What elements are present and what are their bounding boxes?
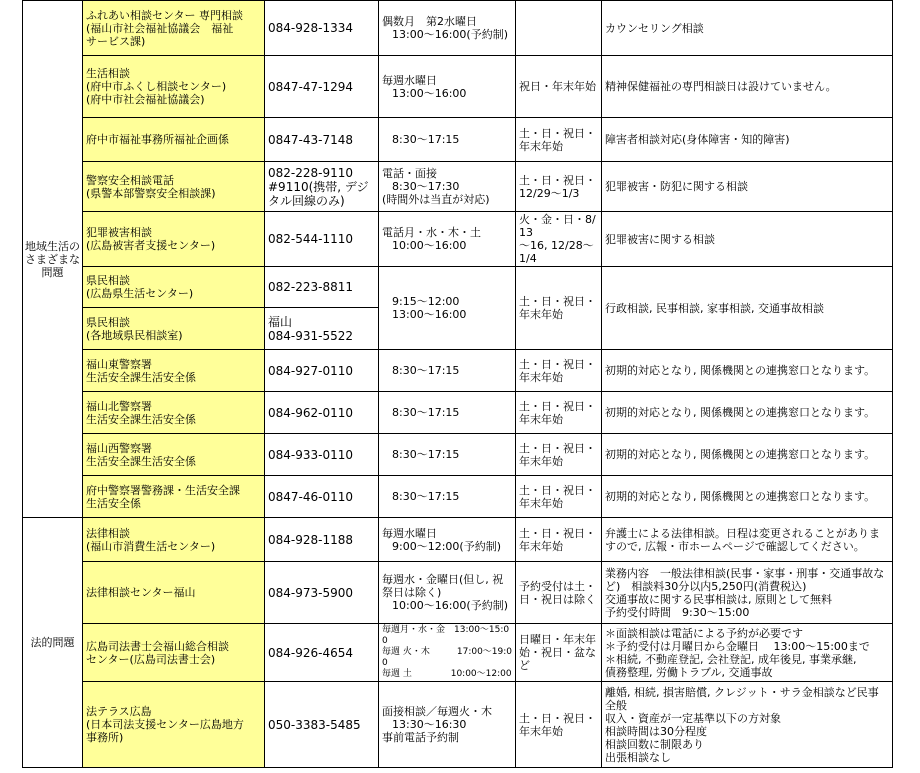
phone-number: 082-228-9110 #9110(携帯, デジ タル回線のみ) <box>265 162 379 212</box>
hours: 8:30～17:15 <box>379 392 516 434</box>
note: 業務内容 一般法律相談(民事・家事・刑事・交通事故な ど) 相談料30分以内5,250円(消費税込) 交通事故に関する民事相談は, 原則として無料 予約受付時間 9:30～15:00 <box>602 562 893 624</box>
phone-number: 082-544-1110 <box>265 212 379 267</box>
note: 初期的対応となり, 関係機関との連携窓口となります。 <box>602 350 893 392</box>
service-name: 犯罪被害相談 (広島被害者支援センター) <box>83 212 265 267</box>
hours: 8:30～17:15 <box>379 118 516 162</box>
service-name: ふれあい相談センター 専門相談 (福山市社会福祉協議会 福祉 サービス課) <box>83 1 265 56</box>
consultation-table <box>22 0 893 768</box>
service-name: 法テラス広島 (日本司法支援センター広島地方 事務所) <box>83 682 265 768</box>
phone-number: 084-927-0110 <box>265 350 379 392</box>
service-name: 県民相談 (広島県生活センター) <box>83 267 265 308</box>
phone-number: 福山 084-931-5522 <box>265 308 379 350</box>
service-name: 福山北警察署 生活安全課生活安全係 <box>83 392 265 434</box>
closed-days: 土・日・祝日・ 年末年始 <box>516 118 602 162</box>
service-name: 府中市福祉事務所福祉企画係 <box>83 118 265 162</box>
table-row <box>23 267 893 308</box>
table-row <box>23 56 893 118</box>
table-row <box>23 682 893 768</box>
note: ＊面談相談は電話による予約が必要です ＊予約受付は月曜日から金曜日 13:00～15:00まで ＊相続, 不動産登記, 会社登記, 成年後見, 事業承継, 債務整理, 労働トラブル, 交通事故 <box>602 624 893 682</box>
closed-days <box>516 1 602 56</box>
phone-number: 084-926-4654 <box>265 624 379 682</box>
phone-number: 0847-43-7148 <box>265 118 379 162</box>
category-regional: 地域生活のさまざまな問題 <box>23 1 83 518</box>
service-name: 警察安全相談電話 (県警本部警察安全相談課) <box>83 162 265 212</box>
closed-days: 土・日・祝日・ 年末年始 <box>516 682 602 768</box>
phone-number: 084-973-5900 <box>265 562 379 624</box>
note: 離婚, 相続, 損害賠償, クレジット・サラ金相談など民事 全般 収入・資産が一定基準以下の方対象 相談時間は30分程度 相談回数に制限あり 出張相談なし <box>602 682 893 768</box>
phone-number: 084-962-0110 <box>265 392 379 434</box>
table-row <box>23 212 893 267</box>
phone-number: 084-928-1334 <box>265 1 379 56</box>
phone-number: 082-223-8811 <box>265 267 379 308</box>
note: 精神保健福祉の専門相談日は設けていません。 <box>602 56 893 118</box>
table-row <box>23 118 893 162</box>
closed-days: 土・日・祝日・ 年末年始 <box>516 392 602 434</box>
service-name: 広島司法書士会福山総合相談 センター(広島司法書士会) <box>83 624 265 682</box>
hours: 毎週月・水・金 13:00～15:00 毎週 火・木 17:00～19:00 毎週 土 10:00～12:00 <box>379 624 516 682</box>
table-row <box>23 562 893 624</box>
hours: 偶数月 第2水曜日 13:00～16:00(予約制) <box>379 1 516 56</box>
service-name: 府中警察署警務課・生活安全課 生活安全係 <box>83 476 265 518</box>
hours: 8:30～17:15 <box>379 434 516 476</box>
table-row <box>23 1 893 56</box>
service-name: 生活相談 (府中市ふくし相談センター) (府中市社会福祉協議会) <box>83 56 265 118</box>
table-row <box>23 392 893 434</box>
closed-days: 土・日・祝日・ 12/29～1/3 <box>516 162 602 212</box>
closed-days: 土・日・祝日・ 年末年始 <box>516 518 602 562</box>
phone-number: 0847-47-1294 <box>265 56 379 118</box>
note: 初期的対応となり, 関係機関との連携窓口となります。 <box>602 434 893 476</box>
service-name: 法律相談センター福山 <box>83 562 265 624</box>
hours: 毎週水・金曜日(但し, 祝 祭日は除く) 10:00～16:00(予約制) <box>379 562 516 624</box>
table-row <box>23 518 893 562</box>
closed-days: 土・日・祝日・ 年末年始 <box>516 434 602 476</box>
service-name: 県民相談 (各地域県民相談室) <box>83 308 265 350</box>
table-row <box>23 162 893 212</box>
category-legal: 法的問題 <box>23 518 83 768</box>
closed-days: 土・日・祝日・ 年末年始 <box>516 476 602 518</box>
closed-days: 日曜日・年末年 始・祝日・盆な ど <box>516 624 602 682</box>
table-row <box>23 434 893 476</box>
phone-number: 084-928-1188 <box>265 518 379 562</box>
note: 犯罪被害・防犯に関する相談 <box>602 162 893 212</box>
closed-days: 火・金・日・8/13 ～16, 12/28～ 1/4 <box>516 212 602 267</box>
note: カウンセリング相談 <box>602 1 893 56</box>
hours: 8:30～17:15 <box>379 350 516 392</box>
hours: 毎週水曜日 13:00～16:00 <box>379 56 516 118</box>
note: 弁護士による法律相談。日程は変更されることがありま すので, 広報・市ホームページで確認してください。 <box>602 518 893 562</box>
note: 障害者相談対応(身体障害・知的障害) <box>602 118 893 162</box>
table-row <box>23 350 893 392</box>
hours: 8:30～17:15 <box>379 476 516 518</box>
phone-number: 084-933-0110 <box>265 434 379 476</box>
closed-days: 予約受付は土・ 日・祝日は除く <box>516 562 602 624</box>
note: 初期的対応となり, 関係機関との連携窓口となります。 <box>602 476 893 518</box>
hours: 面接相談／毎週火・木 13:30～16:30 事前電話予約制 <box>379 682 516 768</box>
phone-number: 0847-46-0110 <box>265 476 379 518</box>
service-name: 法律相談 (福山市消費生活センター) <box>83 518 265 562</box>
note: 犯罪被害に関する相談 <box>602 212 893 267</box>
table-row <box>23 476 893 518</box>
table-row <box>23 624 893 682</box>
phone-number: 050-3383-5485 <box>265 682 379 768</box>
hours: 電話・面接 8:30～17:30 (時間外は当直が対応) <box>379 162 516 212</box>
closed-days: 土・日・祝日・ 年末年始 <box>516 267 602 350</box>
service-name: 福山東警察署 生活安全課生活安全係 <box>83 350 265 392</box>
hours: 電話月・水・木・土 10:00～16:00 <box>379 212 516 267</box>
note: 行政相談, 民事相談, 家事相談, 交通事故相談 <box>602 267 893 350</box>
hours: 9:15～12:00 13:00～16:00 <box>379 267 516 350</box>
hours: 毎週水曜日 9:00～12:00(予約制) <box>379 518 516 562</box>
closed-days: 土・日・祝日・ 年末年始 <box>516 350 602 392</box>
note: 初期的対応となり, 関係機関との連携窓口となります。 <box>602 392 893 434</box>
service-name: 福山西警察署 生活安全課生活安全係 <box>83 434 265 476</box>
closed-days: 祝日・年末年始 <box>516 56 602 118</box>
